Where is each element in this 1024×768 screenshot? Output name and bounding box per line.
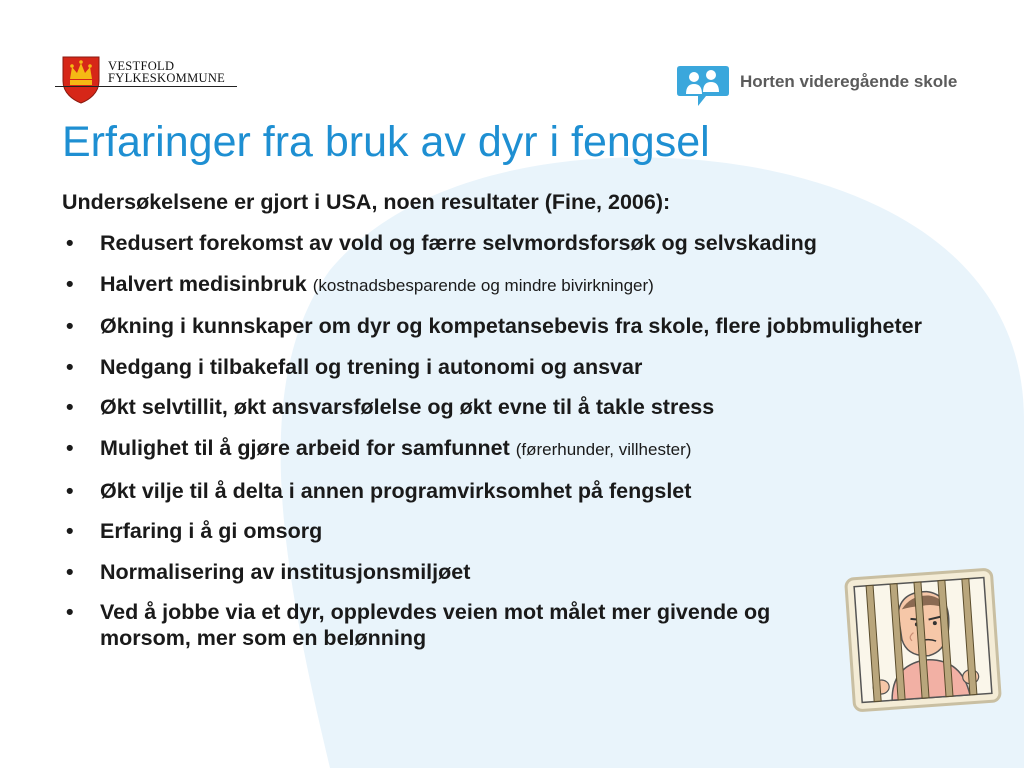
bullet-item [62,559,962,585]
bullet-marker: • [66,559,74,584]
bullet-marker: • [66,519,74,544]
bullet-text: Ved å jobbe via et dyr, opplevdes veien mot målet mer givende og morsom, mer som en belønning [100,600,771,651]
vestfold-logo-line2: FYLKESKOMMUNE [108,71,226,85]
slide-intro: Undersøkelsene er gjort i USA, noen resultater (Fine, 2006): [62,190,671,214]
bullet-text: Mulighet til å gjøre arbeid for samfunnet [100,435,510,460]
horten-logo-text: Horten videregående skole [740,72,958,91]
bullet-item [62,599,820,651]
slide-title: Erfaringer fra bruk av dyr i fengsel [62,118,710,166]
bullet-item [62,435,962,463]
bullet-item [62,518,962,544]
bullet-item [62,313,930,339]
bullet-marker: • [66,354,74,379]
bullet-text: Redusert forekomst av vold og færre selvmordsforsøk og selvskading [100,231,817,255]
bullet-text: Økt selvtillit, økt ansvarsfølelse og økt evne til å takle stress [100,395,715,420]
vestfold-logo-line1: VESTFOLD [108,59,175,73]
bullet-item [62,230,930,256]
crown-shield-icon [61,55,101,105]
people-speech-bubble-icon [676,64,730,108]
bullet-text: Erfaring i å gi omsorg [100,519,323,544]
bullet-marker: • [66,600,74,625]
logo-underline [55,86,237,87]
bullet-marker: • [66,435,74,460]
bullet-text: Økt vilje til å delta i annen programvirksomhet på fengslet [100,478,692,503]
bullet-item [62,394,962,420]
bullet-marker: • [66,478,74,503]
bullet-list [62,230,962,666]
bullet-item [62,478,962,504]
bullet-text: Normalisering av institusjonsmiljøet [100,559,471,584]
bullet-note: (kostnadsbesparende og mindre bivirkninger) [312,275,654,295]
prisoner-behind-bars-icon [843,567,1002,713]
bullet-note: (førerhunder, villhester) [515,439,692,459]
bullet-text: Økning i kunnskaper om dyr og kompetansebevis fra skole, flere jobbmuligheter [100,314,922,339]
bullet-marker: • [66,314,74,339]
bullet-text: Nedgang i tilbakefall og trening i autonomi og ansvar [100,354,643,379]
bullet-item [62,271,962,299]
bullet-text: Halvert medisinbruk [100,271,307,296]
horten-logo [676,64,976,108]
bullet-marker: • [66,395,74,420]
bullet-item [62,354,962,380]
bullet-marker: • [66,271,74,296]
vestfold-logo [55,50,245,110]
bullet-marker: • [66,231,74,255]
